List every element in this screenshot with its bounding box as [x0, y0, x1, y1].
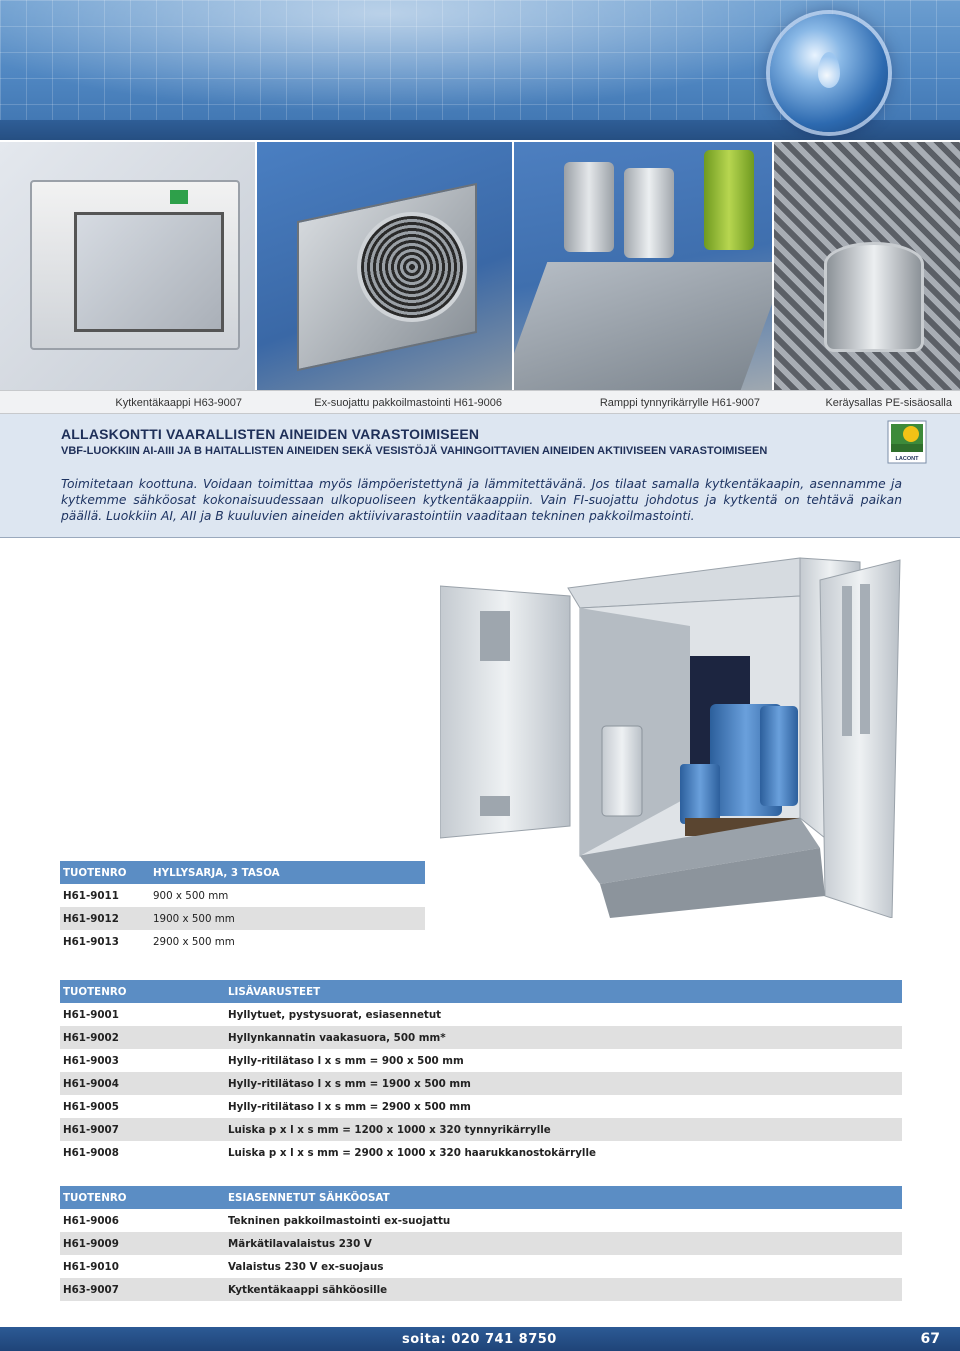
table-row	[60, 907, 425, 930]
page-title: ALLASKONTTI VAARALLISTEN AINEIDEN VARASTOIMISEEN	[61, 426, 480, 442]
table-row	[60, 1003, 902, 1026]
product-description: Hyllytuet, pystysuorat, esiasennetut	[225, 1003, 902, 1026]
header-accessories: LISÄVARUSTEET	[225, 980, 902, 1003]
table-row	[60, 1049, 902, 1072]
table-row	[60, 1095, 902, 1118]
photo-ventilation-fan	[257, 142, 512, 390]
caption-switch-cabinet: Kytkentäkaappi H63-9007	[115, 397, 242, 409]
drum-illustration	[624, 168, 674, 258]
header-electrical-parts: ESIASENNETUT SÄHKÖOSAT	[225, 1186, 902, 1209]
table-row	[60, 930, 425, 953]
photo-strip	[0, 142, 960, 390]
product-description: Hylly-ritilätaso l x s mm = 1900 x 500 mm	[225, 1072, 902, 1095]
product-description: Hyllynkannatin vaakasuora, 500 mm*	[225, 1026, 902, 1049]
table-row	[60, 1255, 902, 1278]
storage-container-illustration	[440, 556, 910, 918]
product-code: H61-9005	[60, 1095, 225, 1118]
footer-phone-number: soita: 020 741 8750	[402, 1332, 557, 1347]
product-code: H61-9004	[60, 1072, 225, 1095]
product-code: H61-9006	[60, 1209, 225, 1232]
fan-icon	[357, 212, 467, 322]
table-row	[60, 1209, 902, 1232]
accessories-table	[60, 980, 902, 1164]
product-code: H61-9011	[60, 884, 150, 907]
table-row	[60, 1278, 902, 1301]
table-row	[60, 1072, 902, 1095]
product-description: Luiska p x l x s mm = 1200 x 1000 x 320 tynnyrikärrylle	[225, 1118, 902, 1141]
header-product-number: TUOTENRO	[60, 980, 225, 1003]
product-size: 1900 x 500 mm	[150, 907, 425, 930]
water-drop-icon	[818, 52, 840, 88]
product-code: H61-9010	[60, 1255, 225, 1278]
caption-collection-tray: Keräysallas PE-sisäosalla	[825, 397, 952, 409]
product-code: H61-9013	[60, 930, 150, 953]
photo-captions	[0, 390, 960, 414]
bucket-illustration	[824, 242, 924, 352]
product-description: Tekninen pakkoilmastointi ex-suojattu	[225, 1209, 902, 1232]
table-header-row	[60, 861, 425, 884]
electrical-parts-table	[60, 1186, 902, 1301]
product-description: Hylly-ritilätaso l x s mm = 2900 x 500 mm	[225, 1095, 902, 1118]
product-code: H61-9003	[60, 1049, 225, 1072]
page-subtitle: VBF-LUOKKIIN AI-AIII JA B HAITALLISTEN AINEIDEN SEKÄ VESISTÖJÄ VAHINGOITTAVIEN AINEIDEN AKTIIVISEEN VARASTOIMISEEN	[61, 445, 768, 457]
header-banner	[0, 0, 960, 140]
product-code: H63-9007	[60, 1278, 225, 1301]
product-size: 900 x 500 mm	[150, 884, 425, 907]
header-shelf-set: HYLLYSARJA, 3 TASOA	[150, 861, 425, 884]
product-code: H61-9002	[60, 1026, 225, 1049]
product-description-text: Toimitetaan koottuna. Voidaan toimittaa myös lämpöeristettynä ja lämmitettävänä. Jos tilaat samalla kytkentäkaapin, asennamme ja kytkemme sähköosat kokonaisuudessaan ulkopuoliseen kytkentäkaappiin. Vain FI-suojattu johdotus ja kytkentä on tehtävä paikan päällä. Luokkiin AI, AII ja B kuuluvien aineiden aktiivivarastointiin vaaditaan tekninen pakkoilmastointi.	[61, 477, 902, 523]
product-description: Valaistus 230 V ex-suojaus	[225, 1255, 902, 1278]
product-description: Kytkentäkaappi sähköosille	[225, 1278, 902, 1301]
product-description: Märkätilavalaistus 230 V	[225, 1232, 902, 1255]
product-code: H61-9007	[60, 1118, 225, 1141]
table-row	[60, 1118, 902, 1141]
photo-drum-ramp	[514, 142, 772, 390]
switch-cabinet-illustration	[30, 180, 240, 350]
ramp-illustration	[514, 262, 772, 390]
logo-text: LACONT	[895, 456, 919, 462]
product-description: Luiska p x l x s mm = 2900 x 1000 x 320 haarukkanostokärrylle	[225, 1141, 902, 1164]
table-row	[60, 1232, 902, 1255]
caption-ventilation: Ex-suojattu pakkoilmastointi H61-9006	[314, 397, 502, 409]
table-row	[60, 1141, 902, 1164]
drum-illustration	[704, 150, 754, 250]
header-product-number: TUOTENRO	[60, 1186, 225, 1209]
product-size: 2900 x 500 mm	[150, 930, 425, 953]
product-code: H61-9001	[60, 1003, 225, 1026]
drum-illustration	[564, 162, 614, 252]
photo-switch-cabinet	[0, 142, 255, 390]
table-header-row	[60, 1186, 902, 1209]
table-row	[60, 1026, 902, 1049]
header-product-number: TUOTENRO	[60, 861, 150, 884]
shelf-set-table	[60, 861, 425, 953]
table-row	[60, 884, 425, 907]
product-description-block	[0, 414, 960, 538]
page-number: 67	[920, 1331, 940, 1347]
lacont-logo	[887, 420, 927, 464]
photo-collection-tray	[774, 142, 960, 390]
product-code: H61-9012	[60, 907, 150, 930]
product-code: H61-9009	[60, 1232, 225, 1255]
caption-ramp: Ramppi tynnyrikärrylle H61-9007	[599, 397, 760, 409]
product-description: Hylly-ritilätaso l x s mm = 900 x 500 mm	[225, 1049, 902, 1072]
table-header-row	[60, 980, 902, 1003]
product-code: H61-9008	[60, 1141, 225, 1164]
page-footer	[0, 1327, 960, 1351]
water-globe-icon	[770, 14, 888, 132]
